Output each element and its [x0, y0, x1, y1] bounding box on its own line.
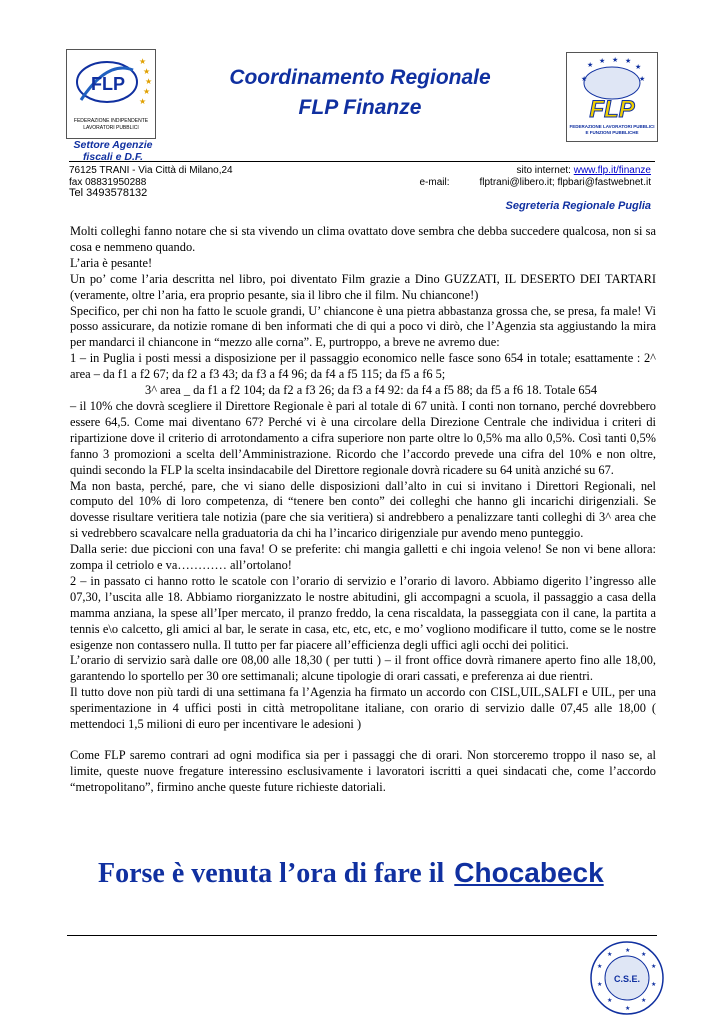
svg-text:★: ★	[139, 57, 147, 66]
svg-text:★: ★	[635, 63, 642, 71]
sector-line2: fiscali e D.F.	[82, 151, 144, 163]
paragraph: Come FLP saremo contrari ad ogni modifica sia per i passaggi che di orari. Non storceremo troppo il naso se, al limite, queste nuove fregature interessino esclusivamente i lavoratori iscritti a quei sindacati che, come l’accordo “metropolitano”, firmino anche queste future richieste datoriali.	[70, 748, 656, 794]
svg-text:★: ★	[581, 75, 588, 83]
svg-text:★: ★	[143, 67, 151, 76]
site-link[interactable]: www.flp.it/finanze	[573, 165, 651, 176]
paragraph: Specifico, per chi non ha fatto le scuole grandi, U’ chiancone è una pietra abbastanza grossa che, se presa, fa male! Vi posso assicurare, da notizie romane di ben informati che di qui a poco vi dirò, che l’Agenzia sta aggiustando la mira per mandarci il chiancone in “mezzo alle corna”. E, purtroppo, a breve ne avremo due:	[70, 303, 656, 350]
left-logo-text: FLP	[91, 74, 125, 94]
flp-logo-left	[66, 49, 156, 139]
fax-text: fax 08831950288	[69, 176, 147, 188]
paragraph: 3^ area _ da f1 a f2 104; da f2 a f3 26; da f3 a f4 92: da f4 a f5 88; da f5 a f6 18. Totale 654	[145, 383, 598, 398]
svg-text:★: ★	[587, 61, 594, 69]
cse-logo-text: C.S.E.	[613, 974, 641, 984]
paragraph: L’orario di servizio sarà dalle ore 08,00 alle 18,30 ( per tutti ) – il front office dovrà rimanere aperto fino alle 18,00, garantendo lo sportello per 30 ore settimanali; alcune tipologie di orari cassati, e preferenza ai due rientri.	[70, 653, 656, 684]
svg-text:★: ★	[607, 998, 613, 1004]
svg-text:★: ★	[145, 77, 153, 86]
svg-text:★: ★	[612, 56, 619, 64]
segreteria-label: Segreteria Regionale Puglia	[505, 200, 651, 212]
address-block	[69, 165, 233, 200]
paragraph: Un po’ come l’aria descritta nel libro, poi diventato Film grazie a Dino GUZZATI, IL DESERTO DEI TARTARI (veramente, oltre l’aria, era proprio pesante, sia il libro che il film. Nu chiancone!)	[70, 271, 656, 302]
email-addresses[interactable]: flptrani@libero.it; flpbari@fastwebnet.it	[479, 176, 651, 188]
sector-label	[68, 139, 158, 163]
page-title-line2: FLP Finanze	[298, 96, 422, 119]
site-label: sito internet:	[516, 165, 574, 176]
paragraph: Il tutto dove non più tardi di una settimana fa l’Agenzia ha firmato un accordo con CISL,UIL,SALFI e UIL, per una sperimentazione in 4 uffici posti in città metropolitane italiane, con orario di servizio dalle 07,45 alle 18,00 ( mettendoci 1,5 milioni di euro per incentivare le adesioni )	[70, 685, 656, 732]
tel-text: Tel 3493578132	[69, 187, 148, 199]
headline-text: Forse è venuta l’ora di fare il	[98, 858, 445, 889]
sector-line1: Settore Agenzie	[73, 139, 153, 151]
page-title-line1: Coordinamento Regionale	[229, 66, 491, 89]
right-logo-text: FLP	[589, 96, 635, 123]
paragraph: Dalla serie: due piccioni con una fava! O se preferite: chi mangia galletti e chi ingoia veleno! Se non vi bene allora: zompa il cetriolo e va………… all’ortolano!	[70, 542, 656, 573]
paragraph: L’aria è pesante!	[70, 255, 153, 270]
svg-text:★: ★	[143, 87, 151, 96]
svg-text:★: ★	[651, 964, 657, 970]
paragraph: 1 – in Puglia i posti messi a disposizione per il passaggio economico nelle fasce sono 654 in totale; esattamente : 2^ area – da f1 a f2 67; da f2 a f3 43; da f3 a f4 96; da f4 a f5 115; da f5 a f6 5;	[70, 351, 656, 382]
paragraph: Ma non basta, perché, pare, che vi siano delle disposizioni dall’alto in cui si invitano i Direttori Regionali, nel computo del 10% di loro competenza, di “tenere ben conto” dei colleghi che hanno gli incarichi dirigenziali. Se dovesse risultare veritiera tale notizia (pare che sia veritiera) si andrebbero a penalizzare tanti colleghi di 3^ area che si vedrebbero scavalcare nella graduatoria da chi ha l’incarico dirigenziale pur avendo meno punteggio.	[70, 478, 656, 541]
flp-logo-right	[566, 52, 658, 142]
letter-body	[70, 224, 656, 796]
svg-text:★: ★	[639, 75, 646, 83]
chocabeck-link[interactable]: Chocabeck	[454, 857, 604, 888]
left-logo-caption-1: FEDERAZIONE INDIPENDENTE	[73, 118, 149, 124]
address-text: 76125 TRANI - Via Città di Milano,24	[69, 165, 233, 176]
svg-text:★: ★	[597, 964, 603, 970]
svg-text:★: ★	[139, 97, 147, 106]
svg-text:★: ★	[599, 57, 606, 65]
svg-text:★: ★	[597, 982, 603, 988]
svg-text:★: ★	[625, 1006, 631, 1012]
svg-text:★: ★	[625, 57, 632, 65]
cse-logo	[589, 940, 665, 1016]
right-logo-caption-1: FEDERAZIONE LAVORATORI PUBBLICI	[569, 124, 655, 129]
svg-text:★: ★	[651, 982, 657, 988]
svg-text:★: ★	[607, 952, 613, 958]
paragraph: 2 – in passato ci hanno rotto le scatole con l’orario di servizio e l’orario di lavoro. Abbiamo digerito l’ingresso alle 07,30, l’uscita alle 18. Abbiamo riorganizzato le nostre abitudini, gli accompagni a scuola, il passaggio a casa della mamma anziana, la spese all’Iper mercato, il pranzo freddo, la cena riscaldata, la passeggiata con il cane, la partita a tennis e\o calcetto, gli amici al bar, le serate in casa, etc, etc, etc, e mo’ vogliono modificare il tutto, come se le nostre esigenze non contassero nulla. Il tutto per far piacere all’efficienza degli uffici agli occhi dei politici.	[70, 573, 656, 652]
paragraph: – il 10% che dovrà scegliere il Direttore Regionale è pari al totale di 67 unità. I conti non tornano, perché dovrebbero essere 64,5. Come mai diventano 67? Perché vi è una circolare della Direzione Centrale che individua i criteri di ripartizione dove il criterio di arrotondamento a cifra superiore non parte oltre lo 0,5% ma allo 0,5%. Così tanti 0,5% fanno 3 promozioni a scelta dell’Amministrazione. Ricordo che l’accordo prevede una cifra del 10% e non oltre, quindi secondo la FLP la scelta insindacabile del Direttore regionale dovrà ricadere su 64 unità anziché su 67.	[70, 398, 656, 477]
footer-divider	[67, 935, 657, 936]
svg-text:★: ★	[641, 952, 647, 958]
email-label: e-mail:	[419, 176, 450, 188]
left-logo-caption-2: LAVORATORI PUBBLICI	[83, 125, 139, 131]
paragraph: Molti colleghi fanno notare che si sta vivendo un clima ovattato dove sembra che debba succedere qualcosa, non si sa cosa e nemmeno quando.	[70, 224, 656, 254]
closing-headline	[98, 857, 604, 890]
svg-text:★: ★	[625, 948, 631, 954]
contacts-block	[351, 165, 651, 188]
svg-text:★: ★	[641, 998, 647, 1004]
right-logo-caption-2: E FUNZIONI PUBBLICHE	[585, 130, 639, 135]
paragraph-spacer	[70, 733, 656, 748]
header-divider	[69, 161, 655, 162]
